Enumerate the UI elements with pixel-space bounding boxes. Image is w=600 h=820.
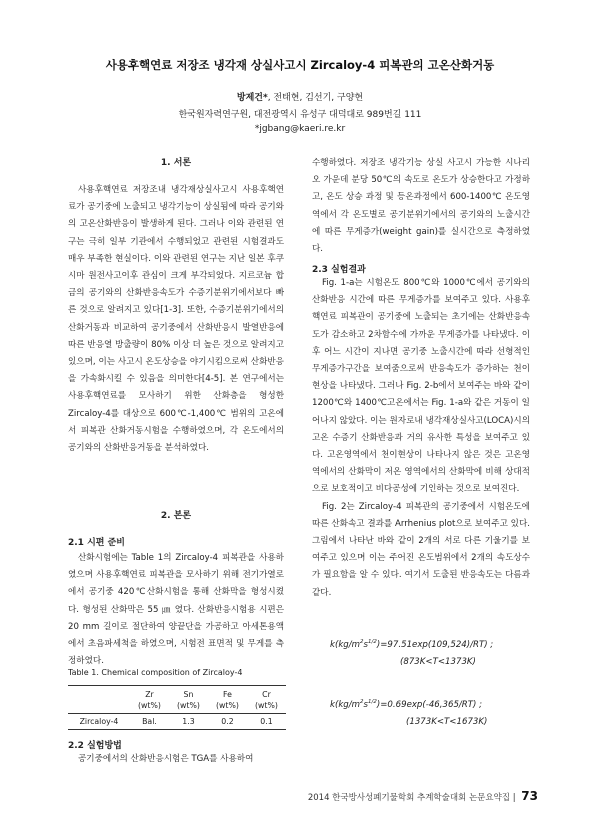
author-list xyxy=(0,90,600,103)
equation-2-range: (1373K<T<1673K) xyxy=(406,716,488,727)
s22-heading: 2.2 실험방법 xyxy=(68,741,122,751)
equation-2 xyxy=(312,694,530,731)
table-header-row xyxy=(68,686,286,701)
table-header-cell: Cr xyxy=(247,686,286,701)
table-unit-cell: (wt%) xyxy=(208,700,247,714)
paper-title: 사용후핵연료 저장조 냉각재 상실사고시 Zircaloy-4 피복관의 고온산화거동 xyxy=(105,58,495,72)
s22-section xyxy=(68,738,284,768)
s22-paragraph-right: 수행하였다. 저장조 냉각기능 상실 사고시 가능한 시나리오 가운데 분당 50℃의 속도로 온도가 상승한다고 가정하고, 온도 상승 과정 및 등온과정에서 600-1400℃ 온도영역에서 각 온도별로 공기분위기에서의 공기와의 노출시간에 따른 무게증가(weight gain)를 실시간으로 측정하였다. xyxy=(312,158,530,255)
s23-paragraph-2: Fig. 2는 Zircaloy-4 피복관의 공기중에서 시험온도에 따른 산화속고 결과를 Arrhenius plot으로 보여주고 있다. 그림에서 나타난 바와 같이 2개의 서로 다른 기울기를 보여주고 있으며 이는 주어진 온도범위에서 2개의 속도상수가 필요함을 알 수 있다. 여기서 도출된 반응속도는 다름과 같다. xyxy=(312,501,530,598)
table-header-cell: Sn xyxy=(169,686,208,701)
page-number: 73 xyxy=(521,789,538,803)
lead-author: 방제건* xyxy=(236,93,268,103)
table-caption: Table 1. Chemical composition of Zircaloy-4 xyxy=(68,668,243,677)
intro-paragraph: 사용후핵연료 저장조내 냉각재상실사고시 사용후핵연료가 공기중에 노출되고 냉각기능이 상실됨에 따라 공기와의 고온산화반응이 발생하게 된다. 그러나 이와 관련된 연구는 극히 일부 기관에서 수행되었고 관련된 시험결과도 매우 부족한 현실이다. 이와 관련된 연구는 지난 일본 후쿠시마 원전사고이후 관심이 크게 부각되었다. 지르코늄 합금의 공기와의 산화반응속도가 수증기분위기에서보다 빠른 것으로 알려지고 있다[1-3]. 또한, 수증기분위기에서의 산화거동과 비교하여 공기중에서 산화반응시 발열반응에 따른 반응열 방출량이 80% 이상 더 높은 것으로 알려지고 있으며, 이는 사고시 온도상승을 야기시킴으로써 산화반응을 가속화시킬 수 있음을 의미한다[4-5]. 본 연구에서는 사용후핵연료를 모사하기 위한 산화층을 형성한 Zircaloy-4를 대상으로 600℃-1,400℃ 범위의 고온에서 피복관 산화거동시험을 수행하였으며, 각 온도에서의 공기와의 산화반응거동을 분석하였다. xyxy=(68,185,284,454)
table-cell: 0.1 xyxy=(247,714,286,730)
equation-2-line-1: $k(kg/m^2s^{1/2})=0.69\exp(-46,365/RT)$ ; xyxy=(330,699,483,710)
s23-section xyxy=(312,262,530,602)
table-unit-row xyxy=(68,700,286,714)
table-unit-cell: (wt%) xyxy=(130,700,169,714)
table-cell: 1.3 xyxy=(169,714,208,730)
table-cell: 0.2 xyxy=(208,714,247,730)
table-cell: Zircaloy-4 xyxy=(68,714,130,730)
s21-paragraph: 산화시험에는 Table 1의 Zircaloy-4 피복관을 사용하였으며 사용후핵연료 피복관을 모사하기 위해 전기가열로에서 공기중 420℃산화시험을 통해 산화막을 형성시켰다. 형성된 산화막은 55 ㎛ 였다. 산화반응시험용 시편은 20 mm 길이로 절단하여 양끝단을 가공하고 아세톤용액에서 초음파세척을 하였으며, 시험전 표면적 및 무게를 측정하였다. xyxy=(68,553,284,667)
s22-paragraph-left: 공기중에서의 산화반응시험은 TGA를 사용하여 xyxy=(78,754,254,764)
table-row xyxy=(68,714,286,730)
equation-1-line-1: $k(kg/m^2s^{1/2})=97.51\exp(109,524)/RT$) ; xyxy=(330,639,494,650)
table-1 xyxy=(68,668,284,730)
main-heading: 2. 본론 xyxy=(160,511,192,521)
equation-1-range: (873K<T<1373K) xyxy=(400,656,476,667)
s23-paragraph-1: Fig. 1-a는 시험온도 800℃와 1000℃에서 공기와의 산화반응 시간에 따른 무게증가를 보여주고 있다. 사용후핵연료 피복관이 공기중에 노출되는 초기에는 산화반응속도가 감소하고 2차함수에 가까운 무게증가를 나타냈다. 이후 어느 시간이 지나면 공기중 노출시간에 따라 선형적인 무게증가구간을 보여줌으로써 반응속도가 증가하는 천이현상을 나타냈다. 그러나 Fig. 2-b에서 보여주는 바와 같이 1200℃와 1400℃고온에서는 Fig. 1-a와 같은 거동이 일어나지 않았다. 이는 원자로내 냉각재상실사고(LOCA)시의 고온 수증기 산화반응과 거의 유사한 특성을 보여주고 있다. 고온영역에서 천이현상이 나타나지 않은 것은 고온영역에서의 산화막이 저온 영역에서의 산화막에 비해 상대적으로 보호적이고 비다공성에 기인하는 것으로 보여진다. xyxy=(312,278,530,495)
s23-heading: 2.3 실험결과 xyxy=(312,265,366,275)
footer-separator: | xyxy=(512,793,516,803)
composition-table xyxy=(68,685,286,730)
table-unit-cell: (wt%) xyxy=(247,700,286,714)
table-header-cell xyxy=(68,686,130,701)
s22-continued xyxy=(312,155,530,258)
co-authors: , 전태현, 김선기, 구양현 xyxy=(267,93,364,103)
table-unit-cell xyxy=(68,700,130,714)
footer-text: 2014 한국방사성폐기물학회 추계학술대회 논문요약집 xyxy=(307,793,511,803)
table-unit-cell: (wt%) xyxy=(169,700,208,714)
table-cell: Bal. xyxy=(130,714,169,730)
main-section-left xyxy=(68,508,284,670)
author-email: *jgbang@kaeri.re.kr xyxy=(254,124,346,134)
intro-section xyxy=(68,155,284,457)
affiliation: 한국원자력연구원, 대전광역시 유성구 대덕대로 989번길 111 xyxy=(178,110,422,120)
s21-heading: 2.1 시편 준비 xyxy=(68,538,125,548)
equation-1 xyxy=(312,634,530,671)
intro-heading: 1. 서론 xyxy=(160,158,192,168)
table-header-cell: Zr xyxy=(130,686,169,701)
table-header-cell: Fe xyxy=(208,686,247,701)
page-footer xyxy=(308,789,538,803)
